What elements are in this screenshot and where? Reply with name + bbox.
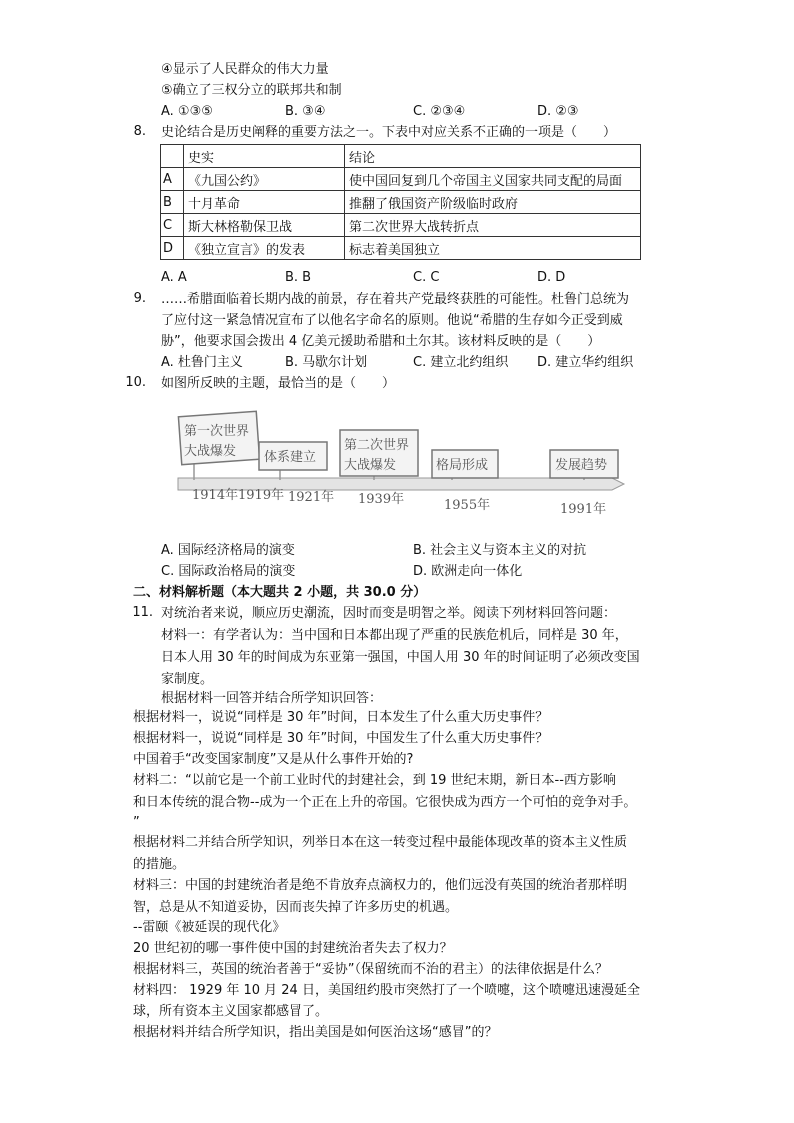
timeline-figure [172,402,632,532]
sub-question: 中国着手“改变国家制度”又是从什么事件开始的? [133,752,414,767]
table-header-conclusion: 结论 [345,145,641,168]
material-line: 日本人用 30 年的时间成为东亚第一强国，中国人用 30 年的时间证明了必须改变国 [161,650,640,665]
year-label: 1991年 [560,502,607,517]
material-line: 和日本传统的混合物--成为一个正在上升的帝国。它很快成为西方一个可怕的竞争对手。 [133,795,637,810]
table-cell: D [161,237,184,260]
table-cell: 《独立宣言》的发表 [184,237,345,260]
q11-number: 11. [132,605,153,620]
q7-option-b: B. ③④ [285,104,326,119]
q7-option-d: D. ②③ [537,104,579,119]
timeline-box [432,450,498,480]
year-label: 1955年 [444,498,491,513]
table-row [161,168,641,191]
material-line: 家制度。 [161,672,214,687]
year-label: 1921年 [288,490,335,505]
q7-statement-4: ④显示了人民群众的伟大力量 [161,62,329,77]
sub-question: 的措施。 [133,857,186,872]
q8-table [160,144,641,260]
timeline-box [550,450,618,480]
year-label: 1939年 [358,492,405,507]
q9-option-d: D. 建立华约组织 [537,355,634,370]
box-label: 大战爆发 [184,444,237,459]
q9-line: 了应付这一紧急情况宣布了以他名字命名的原则。他说“希腊的生存如今正受到威 [161,313,623,328]
q9-option-b: B. 马歇尔计划 [285,355,368,370]
q8-option-c: C. C [413,270,440,285]
material-line: 智，总是从不知道妥协，因而丧失掉了许多历史的机遇。 [133,900,459,915]
table-cell: 推翻了俄国资产阶级临时政府 [345,191,641,214]
section-heading-prefix: 二、材料解析题（ [133,585,238,600]
table-header-row [161,145,641,168]
box-label: 大战爆发 [344,458,397,473]
table-cell: C [161,214,184,237]
q7-option-c: C. ②③④ [413,104,466,119]
table-cell: B [161,191,184,214]
material-line: ” [133,815,140,830]
table-cell: 使中国回复到几个帝国主义国家共同支配的局面 [345,168,641,191]
sub-question: 根据材料三，英国的统治者善于“妥协”（保留统而不治的君主）的法律依据是什么？ [133,962,608,977]
section-heading [133,584,426,602]
table-row [161,237,641,260]
q10-option-b: B. 社会主义与资本主义的对抗 [413,543,587,558]
table-cell: 十月革命 [184,191,345,214]
sub-question: 根据材料一，说说“同样是 30 年”时间，日本发生了什么重大历史事件？ [133,710,549,725]
timeline-box [178,411,259,480]
material-line: 材料四： 1929 年 10 月 24 日，美国纽约股市突然打了一个喷嚏，这个喷嚏迅速漫延全 [133,983,640,998]
table-cell [161,145,184,168]
q11-intro: 对统治者来说，顺应历史潮流，因时而变是明智之举。阅读下列材料回答问题： [161,606,617,621]
table-cell: 第二次世界大战转折点 [345,214,641,237]
q10-option-c: C. 国际政治格局的演变 [161,564,296,579]
year-label: 1914年 [192,488,239,503]
table-row [161,214,641,237]
timeline-box [259,442,327,480]
section-heading-detail: 本大题共 2 小题，共 30.0 分 [237,585,414,600]
material-line: 球，所有资本主义国家都感冒了。 [133,1004,329,1019]
q9-number: 9. [133,291,146,306]
q10-option-a: A. 国际经济格局的演变 [161,543,295,558]
table-cell: 《九国公约》 [184,168,345,191]
q8-option-b: B. B [285,270,312,285]
q8-stem: 史论结合是历史阐释的重要方法之一。下表中对应关系不正确的一项是（ ） [161,125,617,140]
material-source: --雷颐《被延误的现代化》 [133,920,286,935]
table-cell: A [161,168,184,191]
material-prompt: 根据材料一回答并结合所学知识回答： [161,691,383,706]
q7-statement-5: ⑤确立了三权分立的联邦共和制 [161,83,342,98]
q10-number: 10. [125,375,146,390]
box-label: 发展趋势 [555,458,608,473]
year-label: 1919年 [238,488,285,503]
q8-option-d: D. D [537,270,566,285]
q10-option-d: D. 欧洲走向一体化 [413,564,523,579]
box-label: 体系建立 [264,450,317,465]
sub-question: 根据材料一，说说“同样是 30 年”时间，中国发生了什么重大历史事件？ [133,731,549,746]
sub-question: 20 世纪初的哪一事件使中国的封建统治者失去了权力？ [133,941,453,956]
q9-option-a: A. 杜鲁门主义 [161,355,243,370]
q8-number: 8. [133,124,146,139]
sub-question: 根据材料并结合所学知识，指出美国是如何医治这场“感冒”的？ [133,1025,498,1040]
box-label: 格局形成 [436,458,489,473]
q9-line: ……希腊面临着长期内战的前景，存在着共产党最终获胜的可能性。杜鲁门总统为 [161,292,630,307]
q7-option-a: A. ①③⑤ [161,104,213,119]
table-cell: 标志着美国独立 [345,237,641,260]
section-heading-suffix: ） [413,585,427,600]
sub-question: 根据材料二并结合所学知识，列举日本在这一转变过程中最能体现改革的资本主义性质 [133,835,628,850]
q9-line: 胁”，他要求国会拨出 4 亿美元援助希腊和土尔其。该材料反映的是（ ） [161,334,601,349]
q9-option-c: C. 建立北约组织 [413,355,509,370]
table-header-fact: 史实 [184,145,345,168]
box-label: 第一次世界 [184,424,250,439]
q10-stem: 如图所反映的主题，最恰当的是（ ） [161,376,396,391]
table-row [161,191,641,214]
material-line: 材料二：“以前它是一个前工业时代的封建社会，到 19 世纪末期，新日本--西方影响 [133,773,616,788]
table-cell: 斯大林格勒保卫战 [184,214,345,237]
timeline-box [340,430,418,480]
q8-option-a: A. A [161,270,187,285]
material-line: 材料一：有学者认为：当中国和日本都出现了严重的民族危机后，同样是 30 年， [161,628,628,643]
material-line: 材料三：中国的封建统治者是绝不肯放弃点滴权力的，他们远没有英国的统治者那样明 [133,878,628,893]
box-label: 第二次世界 [344,438,410,453]
